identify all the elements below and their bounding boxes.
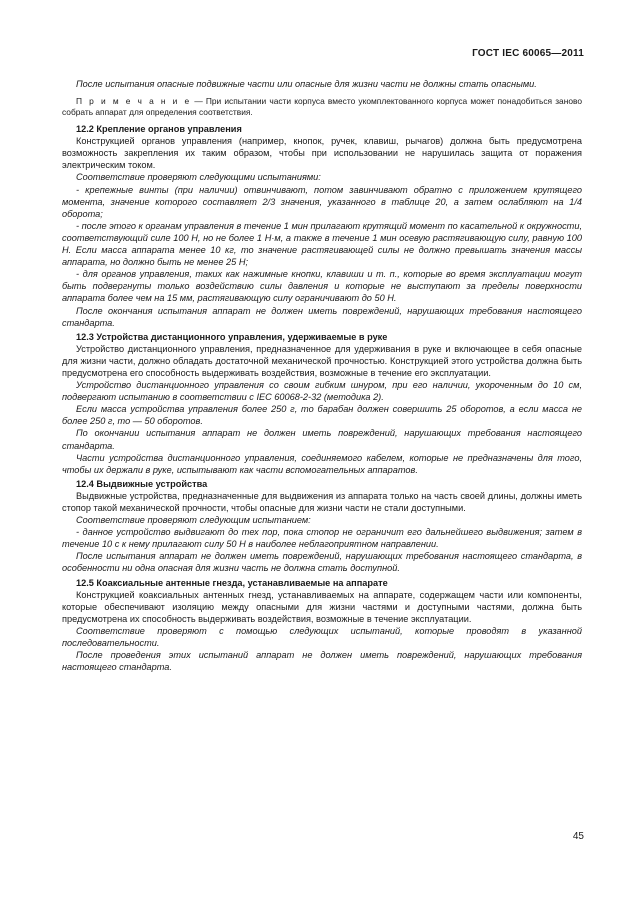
paragraph: Если масса устройства управления более 250 г, то барабан должен совершить 25 оборотов, а если масса не более 250 г, то — 50 оборотов. — [62, 404, 582, 427]
paragraph: После испытания аппарат не должен иметь повреждений, нарушающих требования настоящего стандарта, в особенности ни одна опасная для жизни часть не должна стать доступной. — [62, 551, 582, 574]
paragraph: Соответствие проверяют следующими испытаниями: — [76, 172, 321, 183]
list-item: - крепежные винты (при наличии) отвинчивают, потом завинчивают обратно с приложением крутящего момента, значение которого составляет 2/3 значения, указанного в таблице 20, а затем ослабляют на 1/4 оборота; — [62, 184, 582, 219]
paragraph: После проведения этих испытаний аппарат не должен иметь повреждений, нарушающих требования настоящего стандарта. — [62, 650, 582, 673]
paragraph: По окончании испытания аппарат не должен иметь повреждений, нарушающих требования настоящего стандарта. — [62, 428, 582, 451]
paragraph: Устройство дистанционного управления со своим гибким шнуром, при его наличии, укороченным до 10 см, подвергают испытанию в соответствии с IEC 60068-2-32 (методика 2). — [62, 380, 582, 403]
paragraph: Соответствие проверяют с помощью следующих испытаний, которые проводят в указанной последовательности. — [62, 625, 582, 649]
paragraph: Конструкцией коаксиальных антенных гнезд, устанавливаемых на аппарате, содержащем части или компоненты, которые обеспечивают изоляцию между опасными для жизни частями и доступными частями, должна быть предусмотрена их способность выдерживать воздействия, возможные в течение эксплуатации. — [62, 589, 582, 624]
paragraph: Выдвижные устройства, предназначенные для выдвижения из аппарата только на часть своей длины, должны иметь стопор такой механической прочности, чтобы опасные для жизни части не стали доступными. — [62, 490, 582, 513]
page-number: 45 — [572, 831, 584, 842]
section-heading-12-4: 12.4 Выдвижные устройства — [76, 478, 208, 489]
list-item: - после этого к органам управления в течение 1 мин прилагают крутящий момент по касательной к окружности, соответствующий силе 100 Н, но не более 1 Н·м, а также в течение 1 мин осевую растягивающую силу, равную 100 Н. Если масса аппарата менее 10 кг, то значение растягивающей силы не должно превышать значения массы аппарата, но должно быть не менее 25 Н; — [62, 220, 582, 268]
paragraph: Соответствие проверяют следующим испытанием: — [76, 515, 311, 526]
list-item: - для органов управления, таких как нажимные кнопки, клавиши и т. п., которые во время эксплуатации могут быть подвергнуты только воздействию силы давления и которые не выступают за пределы поверхности аппарата более чем на 15 мм, растягивающую силу ограничивают до 50 Н. — [62, 269, 582, 304]
note-text: — При испытании части корпуса вместо укомплектованного корпуса может понадобиться заново собрать аппарат для определения соответствия. — [62, 96, 582, 118]
paragraph: Части устройства дистанционного управления, соединяемого кабелем, которые не предназначены для того, чтобы их держали в руке, испытывают как части вспомогательных аппаратов. — [62, 452, 582, 475]
section-heading-12-3: 12.3 Устройства дистанционного управления, удерживаемые в руке — [76, 331, 388, 342]
page-body — [62, 78, 582, 673]
paragraph: После испытания опасные подвижные части или опасные для жизни части не должны стать опасными. — [76, 79, 537, 89]
section-heading-12-2: 12.2 Крепление органов управления — [76, 124, 242, 135]
paragraph: После окончания испытания аппарат не должен иметь повреждений, нарушающих требования настоящего стандарта. — [62, 305, 582, 328]
note — [62, 96, 582, 118]
section-heading-12-5: 12.5 Коаксиальные антенные гнезда, устанавливаемые на аппарате — [76, 577, 388, 588]
note-label: П р и м е ч а н и е — [76, 96, 192, 107]
paragraph: Устройство дистанционного управления, предназначенное для удерживания в руке и включающее в себя опасные для жизни части, должно обладать достаточной механической прочностью. Конструкцией этого устройства должна быть предусмотрена его способность выдерживать воздействия, возможные в течение его эксплуатации. — [62, 343, 582, 378]
paragraph: Конструкцией органов управления (например, кнопок, ручек, клавиш, рычагов) должна быть предусмотрена возможность закрепления их таким образом, чтобы при использовании не нарушилась защита от поражения электрическим током. — [62, 136, 582, 171]
list-item: - данное устройство выдвигают до тех пор, пока стопор не ограничит его дальнейшего выдвижения; затем в течение 10 с к нему прилагают силу 50 Н в наиболее неблагоприятном направлении. — [62, 527, 582, 550]
standard-code-header: ГОСТ IEC 60065—2011 — [472, 48, 584, 59]
